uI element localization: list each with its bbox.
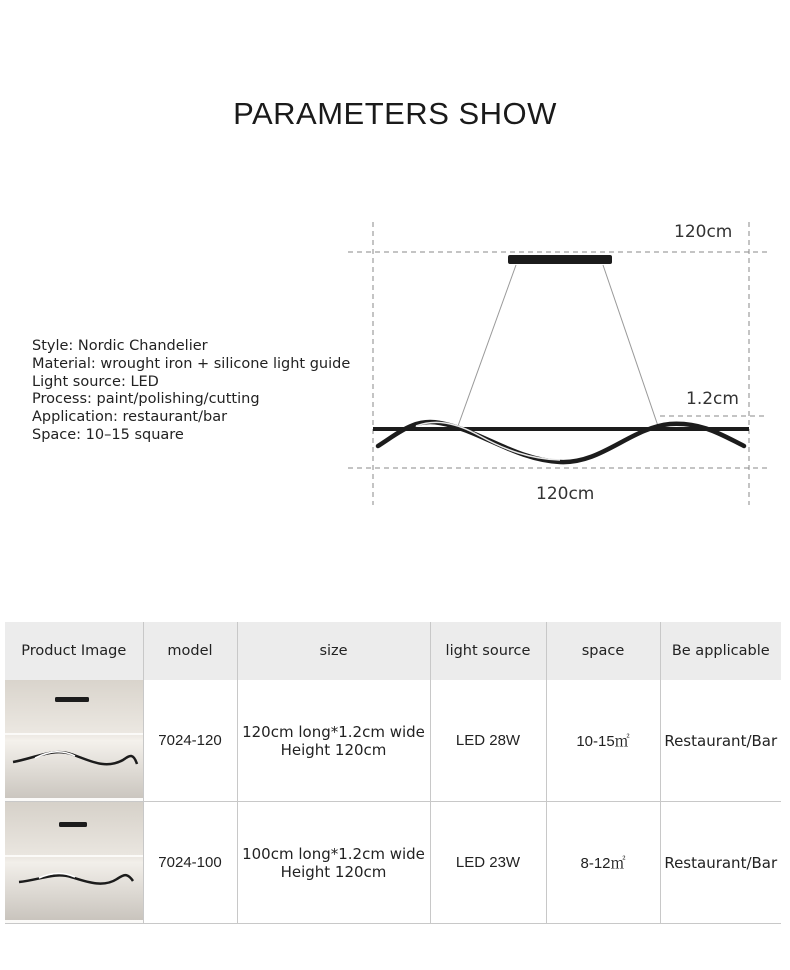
space-cell: 10-15㎡ <box>546 680 660 802</box>
size-cell <box>237 680 430 802</box>
length-label: 120cm <box>536 484 595 504</box>
light-source-cell: LED 23W <box>430 802 546 924</box>
table-header <box>5 622 781 680</box>
header-model: model <box>143 622 237 680</box>
spec-space: Space: 10–15 square <box>32 426 184 443</box>
spec-material: Material: wrought iron + silicone light guide <box>32 355 351 372</box>
canopy-bar <box>508 255 612 264</box>
header-light-source: light source <box>430 622 546 680</box>
spec-light-source: Light source: LED <box>32 373 159 390</box>
dimension-diagram <box>330 210 770 520</box>
product-photo-1 <box>5 680 143 801</box>
header-space: space <box>546 622 660 680</box>
wire-left <box>458 265 516 426</box>
size-line-2: Height 120cm <box>280 862 387 881</box>
product-image <box>5 680 143 802</box>
product-table <box>5 622 781 924</box>
model-cell: 7024-120 <box>143 680 237 802</box>
wire-right <box>603 265 658 426</box>
header-size: size <box>237 622 430 680</box>
height-label: 120cm <box>674 222 733 242</box>
table-row <box>5 802 781 924</box>
spec-style: Style: Nordic Chandelier <box>32 338 208 354</box>
size-line-1: 120cm long*1.2cm wide <box>242 722 425 741</box>
table-row <box>5 680 781 802</box>
applicable-cell: Restaurant/Bar <box>660 680 781 802</box>
applicable-cell: Restaurant/Bar <box>660 802 781 924</box>
header-product-image: Product Image <box>5 622 143 680</box>
header-applicable: Be applicable <box>660 622 781 680</box>
chandelier-drawing <box>330 210 770 520</box>
size-line-1: 100cm long*1.2cm wide <box>242 844 425 863</box>
light-source-cell: LED 28W <box>430 680 546 802</box>
thickness-label: 1.2cm <box>686 389 739 409</box>
product-photo-2 <box>5 802 143 923</box>
size-cell <box>237 802 430 924</box>
space-cell: 8-12㎡ <box>546 802 660 924</box>
spec-process: Process: paint/polishing/cutting <box>32 391 260 408</box>
model-cell: 7024-100 <box>143 802 237 924</box>
spec-application: Application: restaurant/bar <box>32 409 228 426</box>
page-title: PARAMETERS SHOW <box>233 96 557 131</box>
spec-list <box>32 338 350 445</box>
product-image <box>5 802 143 924</box>
size-line-2: Height 120cm <box>280 740 387 759</box>
